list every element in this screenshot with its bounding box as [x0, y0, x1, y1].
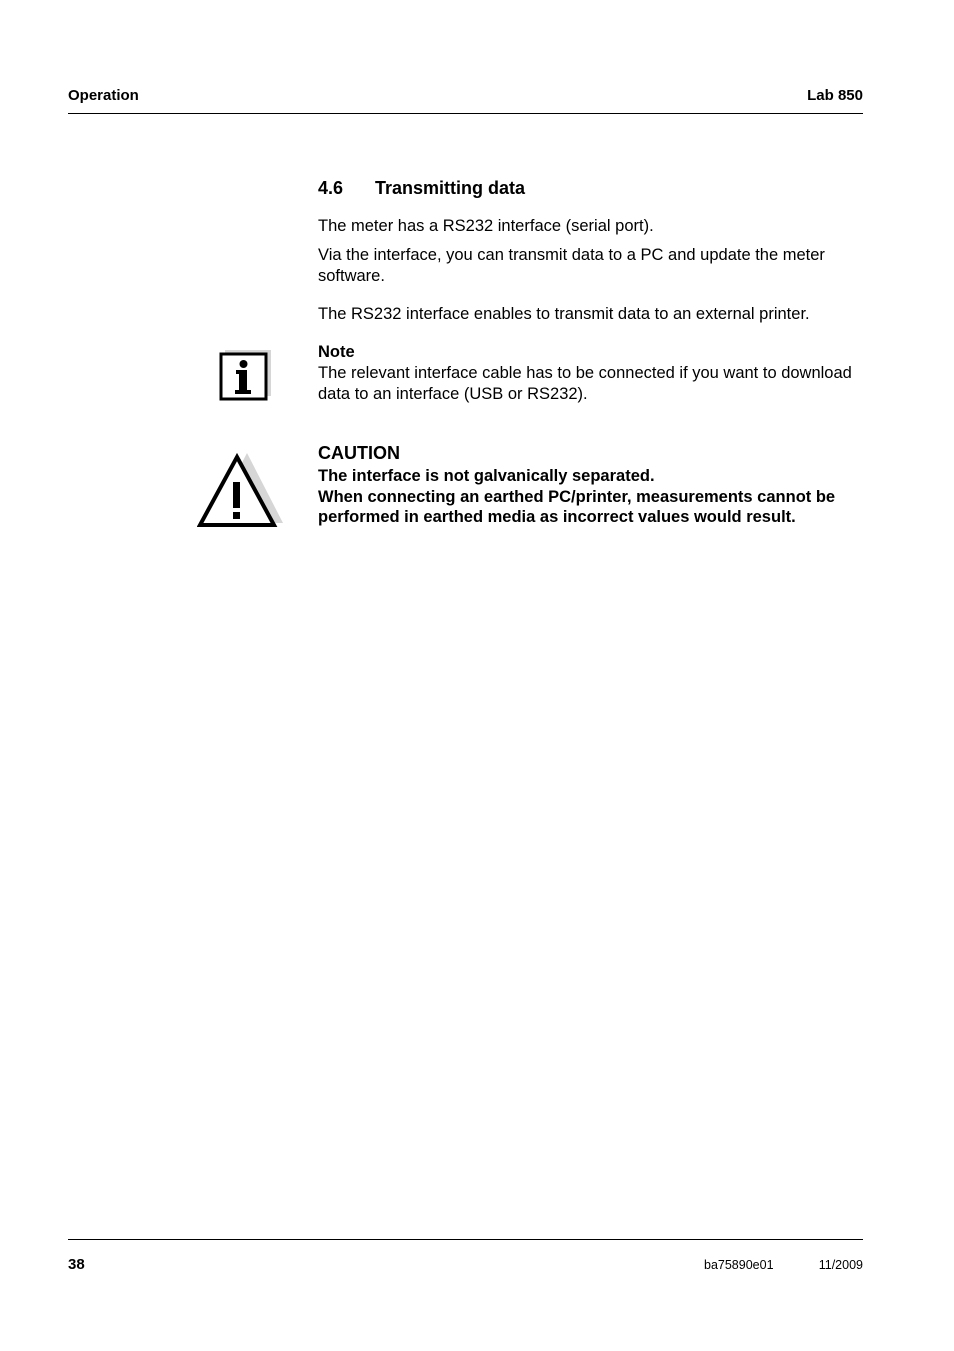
caution-title: CAUTION [318, 443, 400, 463]
caution-line: When connecting an earthed PC/printer, measurements cannot be performed in earthed media as incorrect values would result. [318, 487, 836, 526]
caution-line: The interface is not galvanically separated. [318, 467, 655, 485]
body-paragraph: The RS232 interface enables to transmit data to an external printer. [318, 305, 810, 323]
warning-icon [197, 451, 287, 531]
document-date: 11/2009 [818, 1258, 863, 1272]
info-icon [219, 349, 273, 403]
header-section-label: Operation [68, 87, 139, 104]
caution-text [318, 466, 873, 528]
section-title: Transmitting data [375, 178, 526, 198]
header-product-name: Lab 850 [807, 87, 863, 104]
note-title: Note [318, 343, 355, 361]
note-text: The relevant interface cable has to be connected if you want to download data to an interface (USB or RS232). [318, 364, 852, 403]
footer-divider [68, 1239, 863, 1240]
document-id: ba75890e01 [704, 1258, 774, 1272]
section-number: 4.6 [318, 178, 344, 198]
body-paragraph: Via the interface, you can transmit data to a PC and update the meter software. [318, 246, 825, 285]
page-number: 38 [68, 1256, 85, 1273]
body-paragraph: The meter has a RS232 interface (serial port). [318, 217, 654, 235]
header-divider [68, 113, 863, 114]
